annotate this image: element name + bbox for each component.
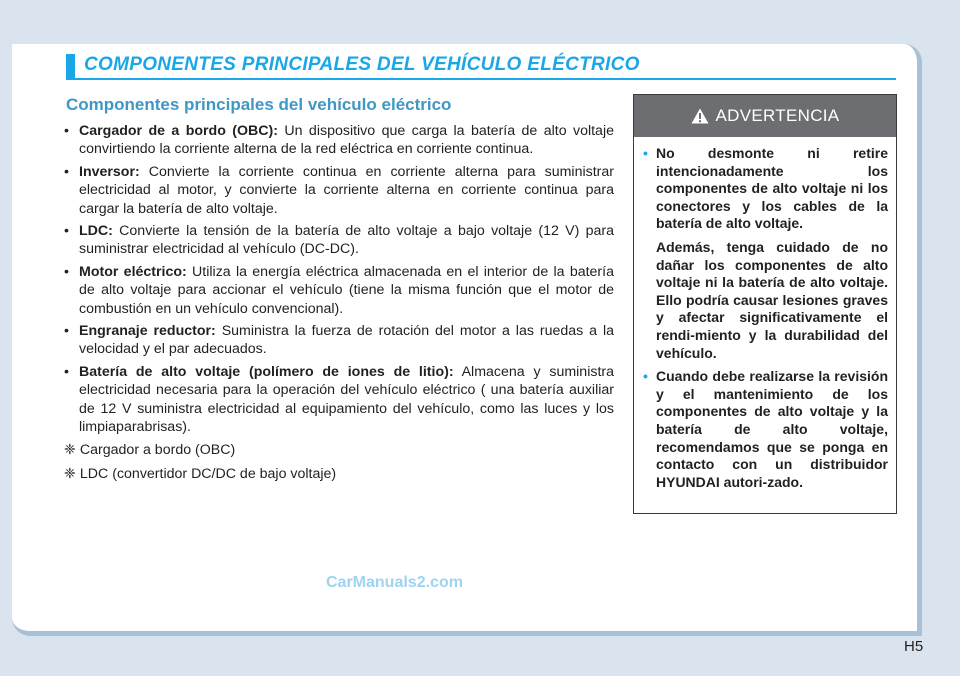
warning-item-text: Cuando debe realizarse la revisión y el mantenimiento de los componentes de alto voltaje y la batería de alto voltaje, recomendamos que se ponga en contacto con un distribuidor HYUNDAI autori-zado. (656, 368, 888, 490)
item-text: Suministra la fuerza de rotación del motor a las ruedas a la velocidad y el par adecuados. (79, 323, 614, 358)
item-term: Motor eléctrico: (79, 263, 187, 280)
header-rule (66, 78, 896, 80)
list-item-battery (64, 363, 614, 437)
item-term: Inversor: (79, 163, 140, 180)
warning-triangle-icon (691, 108, 709, 124)
list-item-motor (64, 263, 614, 318)
warning-header (634, 95, 896, 137)
warning-body (634, 137, 896, 491)
item-text: Un dispositivo que carga la batería de alto voltaje convirtiendo la corriente alterna de la red eléctrica en corriente continua. (79, 123, 614, 158)
warning-item (643, 368, 888, 491)
list-item-ldc (64, 222, 614, 259)
item-text: Convierte la tensión de la batería de alto voltaje a bajo voltaje (12 V) para suministrar electricidad al vehículo (DC-DC). (79, 223, 614, 258)
bullet: • (643, 145, 648, 161)
figure-note-text: LDC (convertidor DC/DC de bajo voltaje) (79, 465, 337, 482)
item-term: Engranaje reductor: (79, 323, 216, 340)
bullet: • (64, 363, 69, 380)
warning-title: ADVERTENCIA (715, 106, 840, 125)
warning-item-continuation: Además, tenga cuidado de no dañar los componentes de alto voltaje ni la batería de alto voltaje. Ello podría causar lesiones graves y afectar significativamente el rendi-miento y la durabilidad del vehículo. (656, 238, 888, 361)
warning-item-text: No desmonte ni retire intencionadamente los componentes de alto voltaje ni los conectores y los cables de la batería de alto voltaje. (656, 145, 888, 232)
list-item-obc (64, 122, 614, 159)
item-term: Batería de alto voltaje (polímero de iones de litio): (79, 363, 454, 380)
figure-symbol-icon: ❈ (64, 441, 76, 458)
warning-box (633, 94, 897, 514)
item-text: Convierte la corriente continua en corriente alterna para suministrar electricidad al motor, y convierte la corriente alterna en corriente continua para cargar la batería de alto voltaje. (79, 163, 614, 217)
bullet: • (64, 123, 69, 139)
header-accent-bar (66, 54, 75, 79)
list-item-inverter (64, 163, 614, 218)
page-number: H5 (904, 638, 924, 655)
watermark: CarManuals2.com (326, 574, 463, 591)
chapter-title: COMPONENTES PRINCIPALES DEL VEHÍCULO ELÉCTRICO (84, 54, 640, 75)
item-term: LDC: (79, 223, 113, 240)
warning-item (643, 145, 888, 233)
figure-note (64, 465, 614, 483)
figure-note-text: Cargador a bordo (OBC) (79, 441, 236, 458)
section-title: Componentes principales del vehículo eléctrico (66, 95, 452, 114)
bullet: • (64, 163, 69, 180)
bullet: • (643, 368, 648, 385)
figure-note (64, 441, 614, 459)
bullet: • (64, 223, 69, 240)
item-text: Utiliza la energía eléctrica almacenada en el interior de la batería de alto voltaje para accionar el vehículo (tiene la misma función que el motor de combustión en un vehículo convencional). (79, 263, 614, 317)
figure-symbol-icon: ❈ (64, 465, 76, 482)
body-column (64, 122, 614, 489)
item-text: Almacena y suministra electricidad necesaria para la operación del vehículo eléctrico ( una batería auxiliar de 12 V suministra electricidad al equipamiento del vehículo, como las luces y los limpiaparabrisas). (79, 363, 614, 436)
item-term: Cargador de a bordo (OBC): (79, 123, 278, 139)
list-item-reduction-gear (64, 322, 614, 359)
bullet: • (64, 263, 69, 280)
bullet: • (64, 323, 69, 340)
